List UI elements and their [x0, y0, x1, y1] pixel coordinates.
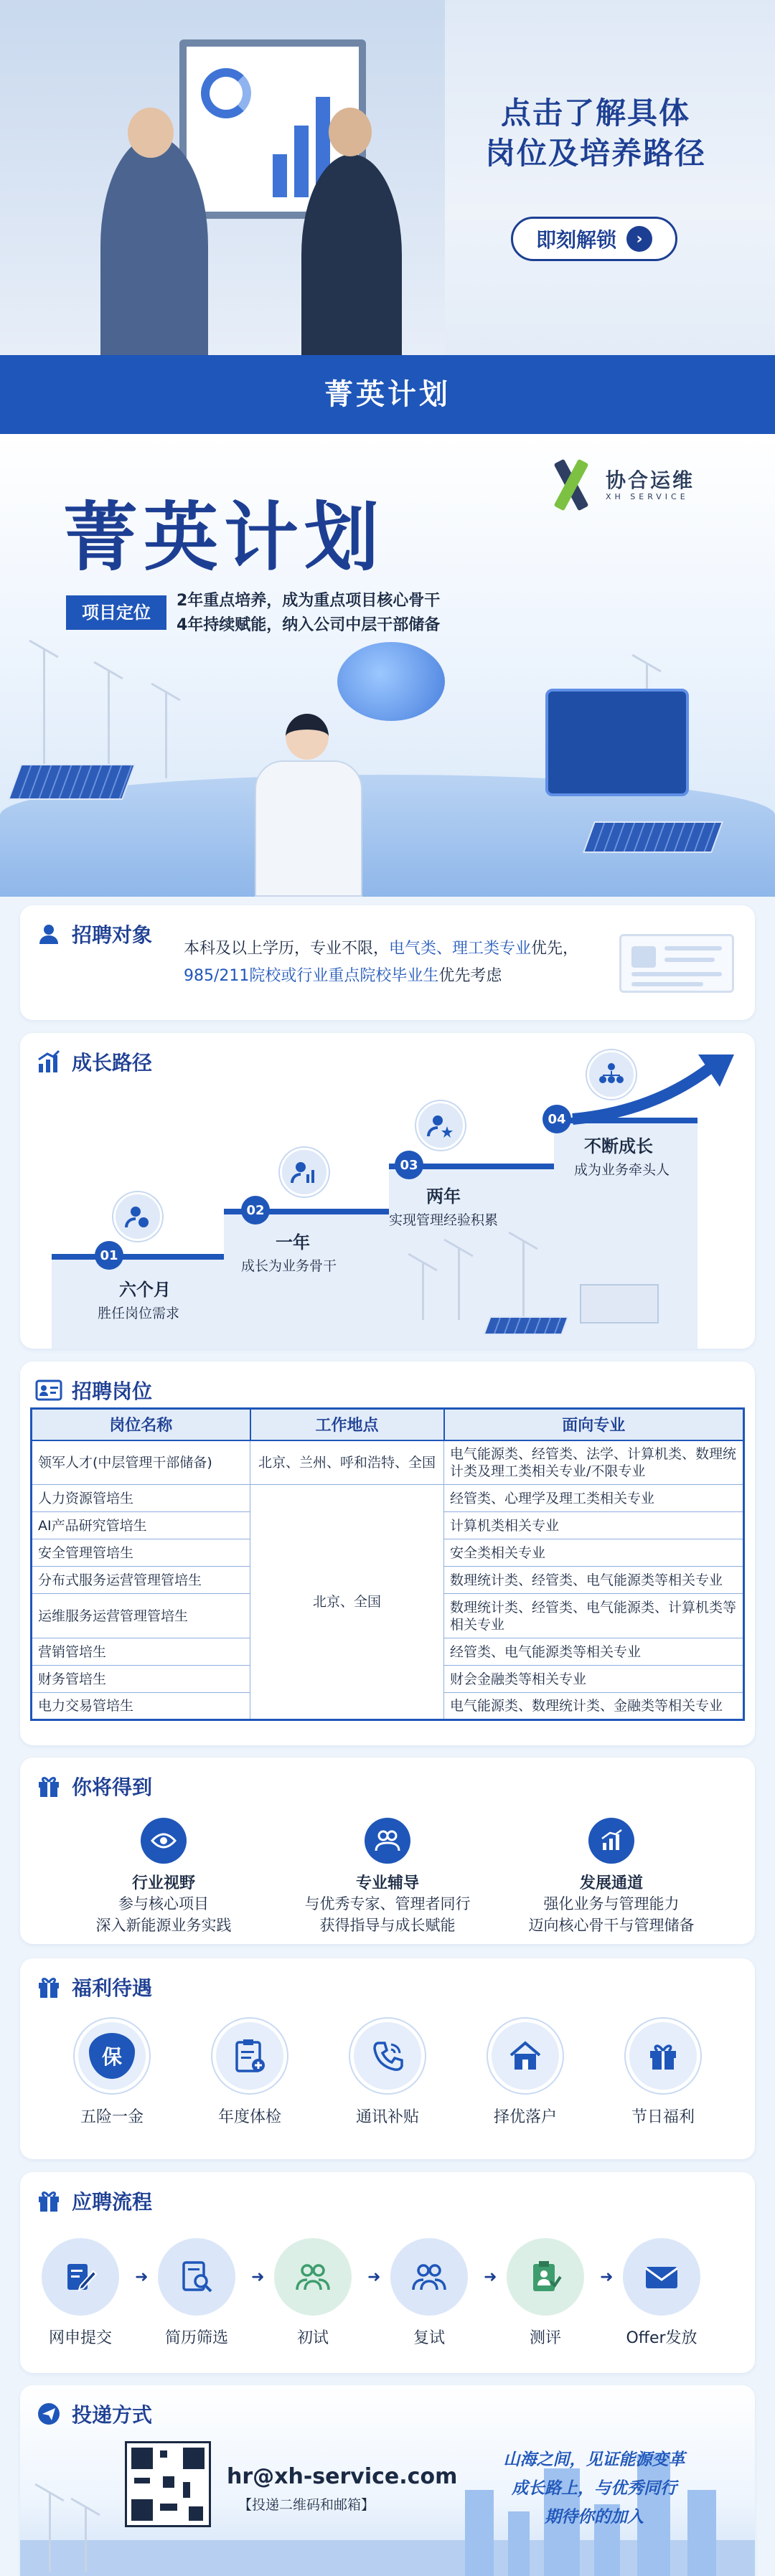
- step-desc: 成为业务牵头人: [574, 1162, 670, 1178]
- hero-headline: 点击了解具体 岗位及培养路径: [484, 96, 706, 170]
- target-description: 本科及以上学历，专业不限，电气类、理工类专业优先，985/211院校或行业重点院校毕业生优先考虑: [184, 940, 579, 985]
- arrow-right-icon: ➜: [367, 2268, 381, 2286]
- gift-icon: [36, 2188, 62, 2214]
- table-row: 领军人才(中层管理干部储备) 北京、兰州、呼和浩特、全国 电气能源类、经管类、法学、计算机类、数理统计类及理工类相关专业/不限专业: [32, 1440, 744, 1485]
- gift-icon: [36, 1773, 62, 1799]
- position-tag: 项目定位: [66, 595, 166, 630]
- clipboard-icon: [227, 2033, 273, 2079]
- growth-user-icon: [280, 1148, 329, 1197]
- delivery-method-card: [20, 2385, 755, 2576]
- email-link[interactable]: hr@xh-service.com: [227, 2464, 458, 2489]
- flow-step-assessment: 测评: [495, 2238, 596, 2348]
- intro-section: [0, 434, 775, 897]
- qr-code[interactable]: [125, 2441, 211, 2527]
- phone-icon: [365, 2033, 410, 2079]
- arrow-right-icon: ➜: [484, 2268, 497, 2286]
- person-icon: [36, 921, 62, 947]
- step-desc: 实现管理经验积累: [389, 1212, 499, 1228]
- section-title: 你将得到: [72, 1775, 153, 1799]
- recruit-target-card: [20, 905, 755, 1020]
- table-row: 营销管培生 经管类、电气能源类等相关专业: [32, 1638, 744, 1666]
- gain-item-mentor: 专业辅导 与优秀专家、管理者同行 获得指导与成长赋能: [280, 1818, 495, 1936]
- table-row: AI产品研究管培生 计算机类相关专业: [32, 1512, 744, 1539]
- application-flow-card: [20, 2172, 755, 2373]
- section-title: 投递方式: [72, 2403, 153, 2427]
- flow-step-second-interview: 复试: [379, 2238, 479, 2348]
- step-number: 02: [241, 1196, 270, 1225]
- flow-step-first-interview: 初试: [263, 2238, 363, 2348]
- welfare-item-insurance: 保 五险一金: [62, 2019, 162, 2127]
- gift-icon: [36, 1974, 62, 2000]
- table-header: 岗位名称: [32, 1409, 250, 1440]
- table-row: 运维服务运营管理管培生 数理统计类、经管类、电气能源类、计算机类等相关专业: [32, 1594, 744, 1638]
- section-title: 应聘流程: [72, 2190, 153, 2214]
- people-icon: [274, 2238, 352, 2316]
- welfare-item-checkup: 年度体检: [199, 2019, 300, 2127]
- step-title: 不断成长: [584, 1136, 653, 1156]
- table-row: 安全管理管培生 安全类相关专业: [32, 1539, 744, 1567]
- flow-step-apply: 网申提交: [30, 2238, 131, 2348]
- job-positions-card: [20, 1362, 755, 1745]
- step-number: 03: [395, 1151, 423, 1179]
- table-header: 工作地点: [250, 1409, 444, 1440]
- step-desc: 成长为业务骨干: [241, 1258, 337, 1274]
- id-card-icon: [36, 1377, 62, 1403]
- search-doc-icon: [158, 2238, 235, 2316]
- step-desc: 胜任岗位需求: [98, 1306, 180, 1321]
- step-number: 01: [95, 1241, 123, 1270]
- dashboard-illustration: [545, 689, 689, 796]
- mentor-icon: [365, 1818, 410, 1864]
- gift-icon: [640, 2033, 686, 2079]
- step-title: 两年: [426, 1186, 461, 1207]
- arrow-right-icon: ➜: [251, 2268, 265, 2286]
- chevron-right-icon: ›: [626, 226, 652, 252]
- verified-user-icon: [113, 1192, 162, 1241]
- email-note: 【投递二维码和邮箱】: [238, 2497, 375, 2513]
- table-row: 人力资源管培生 北京、全国 经管类、心理学及理工类相关专业: [32, 1485, 744, 1512]
- section-title: 招聘对象: [72, 923, 153, 947]
- gain-item-vision: 行业视野 参与核心项目 深入新能源业务实践: [56, 1818, 271, 1936]
- gain-item-channel: 发展通道 强化业务与管理能力 迈向核心骨干与管理储备: [504, 1818, 719, 1936]
- worker-illustration: [255, 760, 362, 897]
- unlock-button[interactable]: 即刻解锁 ›: [511, 217, 677, 261]
- step-title: 一年: [276, 1232, 310, 1252]
- building-illustration: [580, 1284, 659, 1324]
- hero-band-title: 菁英计划: [0, 355, 775, 434]
- growth-path-card: [20, 1033, 755, 1349]
- eye-icon: [141, 1818, 187, 1864]
- arrow-right-icon: ➜: [600, 2268, 614, 2286]
- shield-icon: 保: [89, 2033, 135, 2079]
- jobs-table: [30, 1407, 745, 1721]
- benefits-gain-card: [20, 1758, 755, 1944]
- company-logo: 协合运维 XH SERVICE: [551, 461, 695, 509]
- table-row: 分布式服务运营管理管培生 数理统计类、经管类、电气能源类等相关专业: [32, 1567, 744, 1594]
- hero-banner[interactable]: [0, 0, 775, 411]
- people-icon: [390, 2238, 468, 2316]
- table-row: 电力交易管培生 电气能源类、数理统计类、金融类等相关专业: [32, 1693, 744, 1720]
- test-icon: [507, 2238, 584, 2316]
- section-title: 招聘岗位: [72, 1379, 153, 1403]
- bar-chart-icon: [36, 1049, 62, 1075]
- step-number: 04: [542, 1105, 571, 1133]
- welfare-card: [20, 1958, 755, 2159]
- team-icon: [587, 1050, 636, 1099]
- star-user-icon: [416, 1101, 465, 1150]
- table-row: 财务管培生 财会金融类等相关专业: [32, 1666, 744, 1693]
- office-illustration: [0, 0, 445, 355]
- send-icon: [36, 2401, 62, 2427]
- slogan: 山海之间，见证能源变革 成长路上，与优秀同行 期待你的加入: [503, 2450, 685, 2527]
- chart-icon: [588, 1818, 634, 1864]
- welfare-item-holiday: 节日福利: [613, 2019, 713, 2127]
- ai-brain-illustration: [337, 642, 445, 721]
- arrow-right-icon: ➜: [135, 2268, 149, 2286]
- flow-step-screening: 简历筛选: [146, 2238, 247, 2348]
- step-title: 六个月: [119, 1280, 171, 1300]
- welfare-item-hukou: 择优落户: [475, 2019, 576, 2127]
- house-icon: [502, 2033, 548, 2079]
- page-title: 菁英计划: [63, 496, 385, 580]
- position-description: 2年重点培养，成为重点项目核心骨干 4年持续赋能，纳入公司中层干部储备: [177, 592, 441, 634]
- table-header: 面向专业: [444, 1409, 744, 1440]
- mail-icon: [623, 2238, 700, 2316]
- logo-mark-icon: [551, 461, 593, 509]
- section-title: 福利待遇: [72, 1976, 153, 2000]
- section-title: 成长路径: [72, 1051, 153, 1075]
- flow-step-offer: Offer发放: [611, 2238, 712, 2348]
- resume-icon: [619, 934, 734, 993]
- welfare-item-phone: 通讯补贴: [337, 2019, 438, 2127]
- edit-icon: [42, 2238, 119, 2316]
